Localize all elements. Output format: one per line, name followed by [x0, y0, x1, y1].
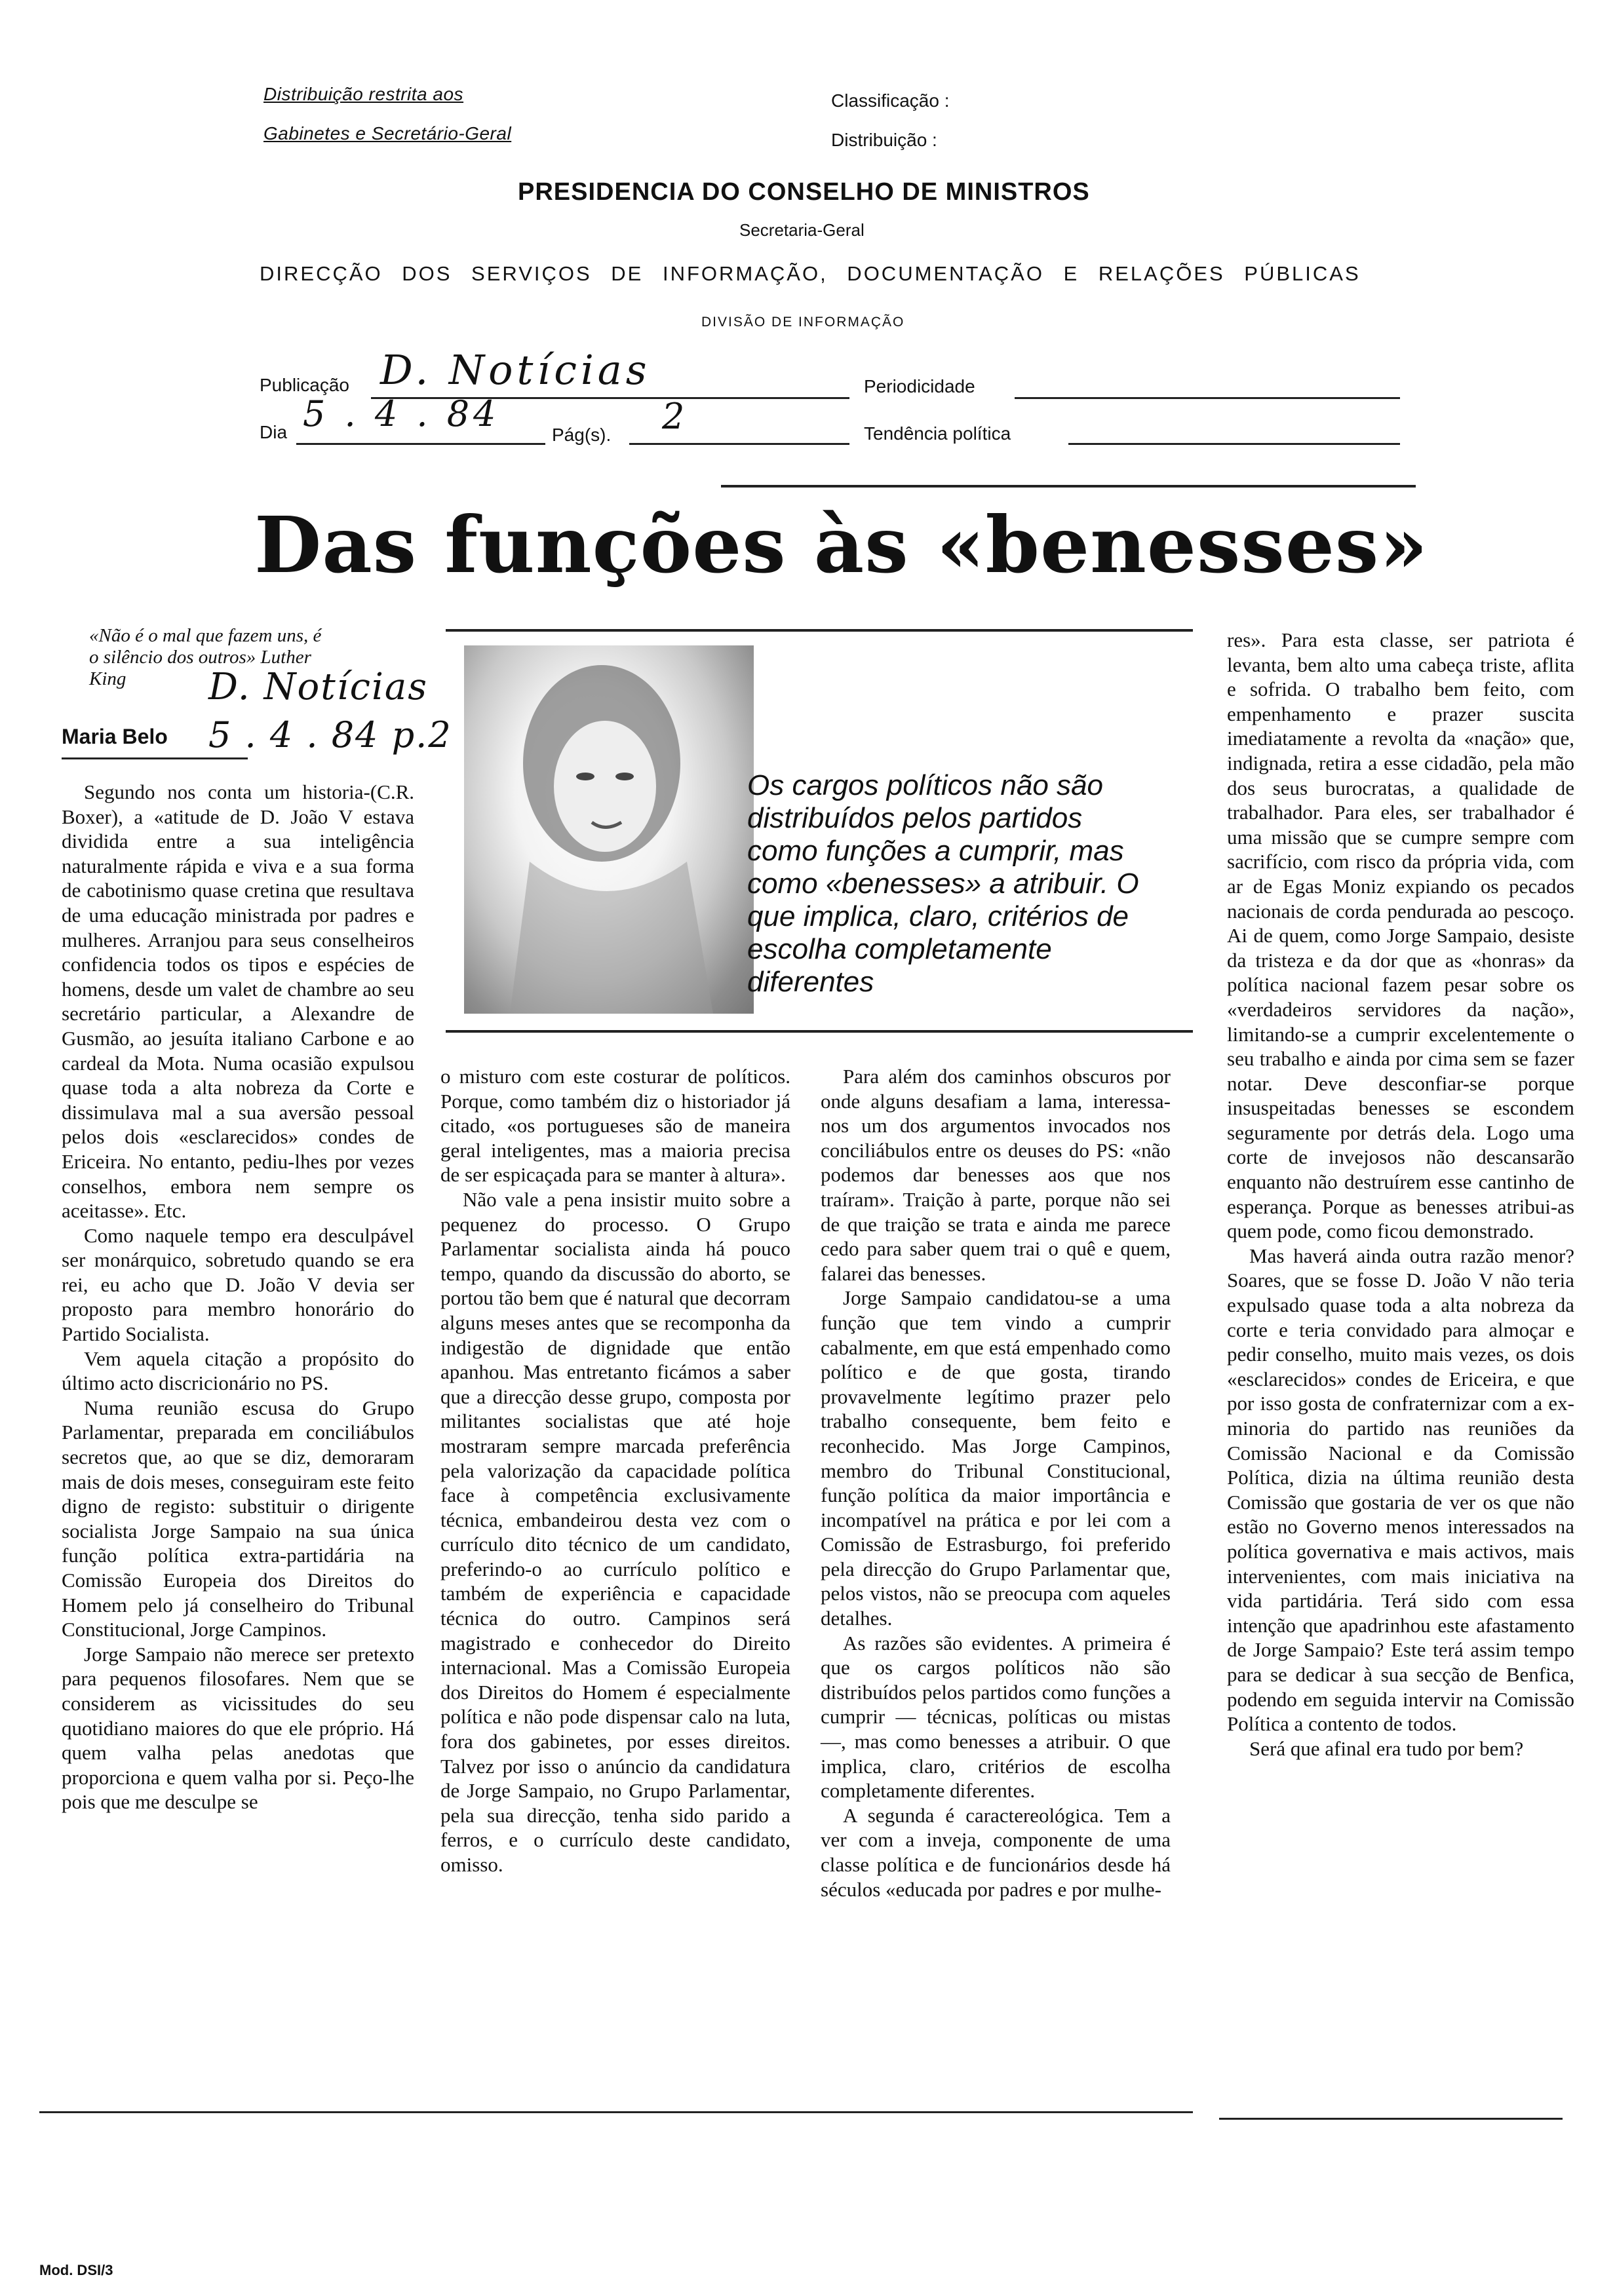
paragraph: o misturo com este costurar de políticos. Porque, como também diz o historiador já citado, «os portugueses são de maneira geral inteligentes, mas a maioria precisa de ser espicaçada para se manter à altura». [440, 1065, 790, 1187]
paragraph: As razões são evidentes. A primeira é que os cargos políticos não são distribuídos pelos partidos como funções a cumprir — técnicas, políticas ou mistas —, mas como benesses a atribuir. O que implica, claro, critérios de escolha completamente diferentes. [821, 1631, 1171, 1803]
periodicidade-underline [1015, 397, 1400, 399]
paragraph: Vem aquela citação a propósito do último acto discricionário no PS. [62, 1347, 414, 1395]
pags-underline [629, 443, 849, 445]
pull-quote-line-1: Os cargos políticos não são [747, 769, 1103, 801]
restriction-line-1: Distribuição restrita aos [263, 84, 464, 104]
epigraph-line-2: o silêncio dos outros» Luther [89, 647, 311, 668]
dia-handwritten: 5 . 4 . 84 [303, 393, 500, 434]
pull-quote-line-7: diferentes [747, 966, 874, 998]
distribuicao-label: Distribuição : [831, 130, 937, 150]
paragraph: Será que afinal era tudo por bem? [1249, 1736, 1524, 1760]
paragraph: Jorge Sampaio não merece ser pretexto para pequenos filosofares. Nem que se considerem as vicissitudes do seu quotidiano maiores do que ele próprio. Há quem valha pelas anedotas que proporciona e quem valha por si. Peço-lhe pois que me desculpe se [62, 1642, 414, 1814]
article-column-1 [62, 780, 414, 1814]
pull-quote-line-3: como funções a cumprir, mas [747, 835, 1124, 867]
pull-quote [747, 769, 1199, 999]
divisao-label: DIVISÃO DE INFORMAÇÃO [701, 315, 905, 330]
org-title: PRESIDENCIA DO CONSELHO DE MINISTROS [518, 178, 1090, 206]
form-code: Mod. DSI/3 [39, 2262, 113, 2278]
handwritten-source: D. Notícias [208, 666, 429, 708]
direccao-label: DIRECÇÃO DOS SERVIÇOS DE INFORMAÇÃO, DOCUMENTAÇÃO E RELAÇÕES PÚBLICAS [260, 262, 1361, 285]
dia-label: Dia [260, 422, 288, 442]
classificacao-label: Classificação : [831, 90, 950, 111]
author-annotation: 5 . 4 . 84 p.2 [208, 714, 452, 756]
publicacao-handwritten: D. Notícias [380, 346, 651, 394]
article-column-3 [821, 1064, 1171, 1902]
pags-handwritten: 2 [662, 396, 689, 437]
paragraph: A segunda é caractereológica. Tem a ver com a inveja, componente de uma classe política e de funcionários desde há séculos «educada por padres e por mulhe- [821, 1803, 1171, 1901]
article-column-2 [440, 1064, 790, 1877]
tendencia-label: Tendência política [864, 423, 1011, 444]
epigraph-line-1: «Não é o mal que fazem uns, é [89, 625, 322, 646]
secretaria-label: Secretaria-Geral [739, 220, 865, 240]
pull-quote-line-4: como «benesses» a atribuir. O [747, 868, 1139, 900]
paragraph: Numa reunião escusa do Grupo Parlamentar, preparada em conciliábulos secretos que, ao que se diz, demoraram mais de dois meses, conseguiram este feito digno de registo: substituir o dirigente socialista Jorge Sampaio na sua única função política extra-partidária na Comissão Europeia dos Direitos do Homem pelo já conselheiro do Tribunal Constitucional, Jorge Campinos. [62, 1396, 414, 1641]
tendencia-underline [1068, 443, 1400, 445]
paragraph: res». Para esta classe, ser patriota é levanta, bem alto uma cabeça triste, aflita e sofrida. O trabalho bem feito, com empenhamento e prazer suscita imediatamente a revolta da «nação» que, indignada, retira a esse cidadão, pela mão dos seus burocratas, a qualidade de trabalhador. Para eles, ser trabalhador é uma missão que se cumpre sempre com sacrifício, com risco da própria vida, com ar de Egas Moniz expiando os pecados nacionais de corda pendurada ao pescoço. Ai de quem, como Jorge Sampaio, desiste da tristeza e da dor que as «honras» da política nacional fazem pesar sobre os «verdadeiros servidores da nação», limitando-se a cumprir excelentemente o seu trabalho e ainda por cima sem se fazer notar. Deve desconfiar-se porque insuspeitadas benesses se escondem seguramente por detrás dela. Logo uma corte de invejosos não descansarão enquanto não destruírem esse cantinho de esperança. Porque as benesses atribui-as quem pode, como ficou demonstrado. [1227, 628, 1574, 1243]
photo-box-bottom-rule [446, 1030, 1193, 1033]
periodicidade-label: Periodicidade [864, 376, 975, 396]
pull-quote-line-6: escolha completamente [747, 933, 1052, 965]
paragraph: Não vale a pena insistir muito sobre a pequenez do processo. O Grupo Parlamentar socialista ainda há pouco tempo, quando da discussão do aborto, se portou tão bem que é natural que decorram alguns meses antes que se recomponha da indigestão de dignidade que então apanhou. Mas entretanto ficámos a saber que a direcção desse grupo, composta por militantes socialistas que até hoje mostraram sempre marcada preferência pela valorização da capacidade política face à competência exclusivamente técnica, embandeirou desta vez com o currículo dito técnico de um candidato, preferindo-o ao currículo político e também de experiência e capacidade técnica do outro. Campinos será magistrado e conhecedor do Direito internacional. Mas a Comissão Europeia dos Direitos do Homem é especialmente política e não pode dispensar calo na luta, fora dos gabinetes, por esses direitos. Talvez por isso o anúncio da candidatura de Jorge Sampaio, no Grupo Parlamentar, pela sua direcção, tenha sido parido a ferros, e o currículo deste candidato, omisso. [440, 1187, 790, 1876]
paragraph: Jorge Sampaio candidatou-se a uma função que tem vindo a cumprir cabalmente, em que está empenhado como político e de que gosta, tirando provavelmente legítimo prazer pelo trabalho consequente, bem feito e reconhecido. Mas Jorge Campinos, membro do Tribunal Constitucional, função política da maior importância e incompatível na prática e por lei com a Comissão de Estrasburgo, foi preferido pela direcção do Grupo Parlamentar que, pelos vistos, não se preocupa com aqueles detalhes. [821, 1286, 1171, 1630]
epigraph-line-3: King [89, 668, 126, 689]
pags-label: Pág(s). [552, 425, 612, 445]
author-byline: Maria Belo [62, 725, 168, 748]
bottom-rule-left [39, 2111, 1193, 2113]
paragraph: Para além dos caminhos obscuros por onde alguns desafiam a lama, interessa-nos um dos argumentos invocados nos conciliábulos entre os deuses do PS: «não podemos dar benesses aos que nos traíram». Traição à parte, porque não sei de que traição se trata e ainda me parece cedo para saber quem trai o quê e quem, falarei das benesses. [821, 1065, 1171, 1285]
portrait-silhouette-icon [464, 645, 754, 1014]
restriction-line-2: Gabinetes e Secretário-Geral [263, 123, 512, 144]
paragraph: Segundo nos conta um historia-(C.R. Boxer), a «atitude de D. João V estava dividida entre a sua inteligência naturalmente rápida e viva e a sua forma de cabotinismo quase cretina que resultava de uma educação ministrada por padres e mulheres. Arranjou para seus conselheiros confidencia todos os tipos e espécies de homens, desde um valet de chambre ao seu secretário particular, a Alexandre de Gusmão, ao jesuíta italiano Carbone e ao cardeal da Mota. Numa ocasião expulsou quase toda a alta nobreza da Corte e dissimulava mal a sua aversão pessoal pelos dois «esclarecidos» condes de Ericeira. No entanto, pediu-lhes por vezes conselhos, embora nem sempre os aceitasse». Etc. [62, 780, 414, 1223]
photo-box-top-rule [446, 629, 1193, 632]
dia-underline [296, 443, 545, 445]
bottom-rule-right [1219, 2118, 1563, 2120]
article-headline: Das funções às «benesses» [254, 499, 1429, 590]
author-photo [464, 645, 754, 1014]
publicacao-label: Publicação [260, 375, 349, 395]
header-separator [721, 485, 1416, 488]
paragraph: Como naquele tempo era desculpável ser monárquico, sobretudo quando se era rei, eu acho que D. João V devia ser proposto para membro honorário do Partido Socialista. [62, 1223, 414, 1346]
article-column-4 [1227, 628, 1574, 1761]
pull-quote-line-2: distribuídos pelos partidos [747, 802, 1083, 834]
byline-underline [62, 757, 248, 759]
pull-quote-line-5: que implica, claro, critérios de [747, 900, 1129, 932]
paragraph: Mas haverá ainda outra razão menor? Soares, que se fosse D. João V não teria expulsado quase toda a alta nobreza da corte e teria convidado para almoçar e pedir conselho, muito mais vezes, os dois «esclarecidos» condes de Ericeira, e que por isso gosta de confraternizar com a ex-minoria do partido nas reuniões da Comissão Nacional e da Comissão Política, dizia na última reunião desta Comissão que gostaria de ver os que não estão no Governo menos interessados na política governativa e mais activos, mais intervenientes, com mais iniciativa na vida partidária. Terá sido com essa intenção que apadrinhou este afastamento de Jorge Sampaio? Este terá assim tempo para se dedicar à sua secção de Benfica, podendo em seguida intervir na Comissão Política a contento de todos. [1227, 1244, 1574, 1736]
